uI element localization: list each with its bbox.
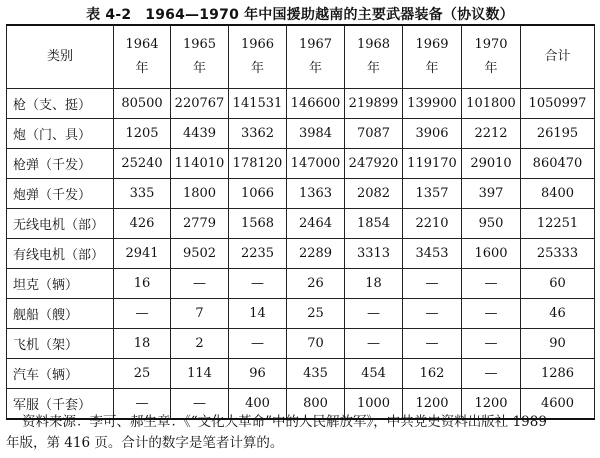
row-total: 8400 xyxy=(521,179,595,209)
row-category: 汽车（辆） xyxy=(7,359,114,389)
year-unit: 年 xyxy=(425,61,439,76)
table-row xyxy=(7,149,595,179)
row-category: 军服（千套） xyxy=(7,389,114,420)
year-value-cell: 25 xyxy=(114,359,171,389)
table-row xyxy=(7,359,595,389)
year-value-cell: 220767 xyxy=(171,89,229,119)
year-value-cell: 80500 xyxy=(114,89,171,119)
year-value-cell: 2779 xyxy=(171,209,229,239)
year-value-cell: 162 xyxy=(403,359,462,389)
row-total: 90 xyxy=(521,329,595,359)
year-number: 1964 xyxy=(125,37,159,52)
year-value-cell: 114010 xyxy=(171,149,229,179)
year-value-cell: 1200 xyxy=(462,389,521,420)
header-year xyxy=(114,25,171,89)
year-value-cell: — xyxy=(462,329,521,359)
year-value-cell: 29010 xyxy=(462,149,521,179)
year-value-cell: 397 xyxy=(462,179,521,209)
table-row xyxy=(7,179,595,209)
year-value-cell: 426 xyxy=(114,209,171,239)
row-category: 坦克（辆） xyxy=(7,269,114,299)
year-value-cell: — xyxy=(171,269,229,299)
year-value-cell: 1000 xyxy=(345,389,403,420)
year-value-cell: 335 xyxy=(114,179,171,209)
year-value-cell: 1205 xyxy=(114,119,171,149)
table-row xyxy=(7,209,595,239)
source-line-2: 年版，第 416 页。合计的数字是笔者计算的。 xyxy=(6,435,284,451)
year-value-cell: 1800 xyxy=(171,179,229,209)
year-unit: 年 xyxy=(192,61,206,76)
year-value-cell: 18 xyxy=(114,329,171,359)
year-value-cell: 1854 xyxy=(345,209,403,239)
year-value-cell: 96 xyxy=(229,359,287,389)
year-value-cell: 3453 xyxy=(403,239,462,269)
header-year xyxy=(171,25,229,89)
year-value-cell: 2212 xyxy=(462,119,521,149)
year-value-cell: 3984 xyxy=(287,119,345,149)
year-value-cell: 2235 xyxy=(229,239,287,269)
table-row xyxy=(7,89,595,119)
year-value-cell: 1200 xyxy=(403,389,462,420)
year-value-cell: 800 xyxy=(287,389,345,420)
table-row xyxy=(7,329,595,359)
year-value-cell: — xyxy=(462,359,521,389)
year-value-cell: 141531 xyxy=(229,89,287,119)
year-number: 1970 xyxy=(474,37,508,52)
year-number: 1966 xyxy=(240,37,275,52)
table-row xyxy=(7,119,595,149)
year-value-cell: 1568 xyxy=(229,209,287,239)
header-year xyxy=(403,25,462,89)
header-total: 合计 xyxy=(521,25,595,89)
year-value-cell: 139900 xyxy=(403,89,462,119)
year-value-cell: 2941 xyxy=(114,239,171,269)
year-value-cell: 3362 xyxy=(229,119,287,149)
year-value-cell: 1600 xyxy=(462,239,521,269)
year-number: 1967 xyxy=(298,37,333,52)
year-value-cell: 4439 xyxy=(171,119,229,149)
year-unit: 年 xyxy=(135,61,149,76)
row-category: 枪弹（千发） xyxy=(7,149,114,179)
year-value-cell: 454 xyxy=(345,359,403,389)
header-year xyxy=(345,25,403,89)
year-unit: 年 xyxy=(484,61,498,76)
row-total: 4600 xyxy=(521,389,595,420)
year-value-cell: 25240 xyxy=(114,149,171,179)
year-value-cell: 950 xyxy=(462,209,521,239)
table-number: 表 4-2 xyxy=(86,7,132,23)
year-value-cell: 2210 xyxy=(403,209,462,239)
year-value-cell: 2289 xyxy=(287,239,345,269)
year-unit: 年 xyxy=(308,61,322,76)
year-value-cell: 7 xyxy=(171,299,229,329)
year-unit: 年 xyxy=(366,61,380,76)
year-value-cell: — xyxy=(229,329,287,359)
year-value-cell: 14 xyxy=(229,299,287,329)
year-value-cell: 9502 xyxy=(171,239,229,269)
year-value-cell: — xyxy=(403,299,462,329)
year-value-cell: 247920 xyxy=(345,149,403,179)
table-title: 1964—1970 年中国援助越南的主要武器装备（协议数） xyxy=(145,7,514,23)
year-value-cell: 18 xyxy=(345,269,403,299)
year-value-cell: 2 xyxy=(171,329,229,359)
year-value-cell: — xyxy=(403,329,462,359)
year-value-cell: 2082 xyxy=(345,179,403,209)
row-category: 炮（门、具） xyxy=(7,119,114,149)
row-category: 舰船（艘） xyxy=(7,299,114,329)
year-value-cell: 2464 xyxy=(287,209,345,239)
header-year xyxy=(462,25,521,89)
row-total: 25333 xyxy=(521,239,595,269)
year-value-cell: 114 xyxy=(171,359,229,389)
table-row xyxy=(7,269,595,299)
year-value-cell: 3906 xyxy=(403,119,462,149)
year-value-cell: — xyxy=(462,299,521,329)
year-value-cell: — xyxy=(345,299,403,329)
year-value-cell: — xyxy=(229,269,287,299)
year-value-cell: 1357 xyxy=(403,179,462,209)
year-value-cell: 26 xyxy=(287,269,345,299)
year-value-cell: — xyxy=(403,269,462,299)
year-value-cell: 146600 xyxy=(287,89,345,119)
row-total: 26195 xyxy=(521,119,595,149)
year-value-cell: — xyxy=(114,299,171,329)
row-total: 12251 xyxy=(521,209,595,239)
table-caption xyxy=(0,4,600,24)
header-year xyxy=(229,25,287,89)
year-value-cell: — xyxy=(462,269,521,299)
year-value-cell: 16 xyxy=(114,269,171,299)
table-body xyxy=(7,89,595,420)
year-number: 1965 xyxy=(182,37,217,52)
year-value-cell: 219899 xyxy=(345,89,403,119)
source-line-1: 资料来源：李可、郝生章：《“文化大革命”中的人民解放军》，中共党史资料出版社 1989 xyxy=(22,414,547,430)
row-total: 1050997 xyxy=(521,89,595,119)
row-category: 无线电机（部） xyxy=(7,209,114,239)
header-year xyxy=(287,25,345,89)
row-total: 860470 xyxy=(521,149,595,179)
year-value-cell: 1363 xyxy=(287,179,345,209)
year-value-cell: — xyxy=(171,389,229,420)
row-total: 46 xyxy=(521,299,595,329)
table-row xyxy=(7,299,595,329)
equipment-table xyxy=(6,24,595,420)
row-category: 飞机（架） xyxy=(7,329,114,359)
year-unit: 年 xyxy=(250,61,264,76)
year-value-cell: 147000 xyxy=(287,149,345,179)
header-row xyxy=(7,25,595,89)
year-value-cell: 400 xyxy=(229,389,287,420)
year-value-cell: 3313 xyxy=(345,239,403,269)
row-category: 有线电机（部） xyxy=(7,239,114,269)
year-value-cell: 70 xyxy=(287,329,345,359)
source-note xyxy=(6,412,592,454)
year-number: 1968 xyxy=(356,37,391,52)
year-value-cell: — xyxy=(114,389,171,420)
year-value-cell: — xyxy=(345,329,403,359)
year-value-cell: 178120 xyxy=(229,149,287,179)
year-value-cell: 101800 xyxy=(462,89,521,119)
table-row xyxy=(7,239,595,269)
year-value-cell: 119170 xyxy=(403,149,462,179)
year-value-cell: 435 xyxy=(287,359,345,389)
year-value-cell: 25 xyxy=(287,299,345,329)
year-number: 1969 xyxy=(415,37,449,52)
header-category: 类别 xyxy=(7,25,114,89)
row-total: 1286 xyxy=(521,359,595,389)
row-total: 60 xyxy=(521,269,595,299)
year-value-cell: 1066 xyxy=(229,179,287,209)
row-category: 炮弹（千发） xyxy=(7,179,114,209)
year-value-cell: 7087 xyxy=(345,119,403,149)
row-category: 枪（支、挺） xyxy=(7,89,114,119)
